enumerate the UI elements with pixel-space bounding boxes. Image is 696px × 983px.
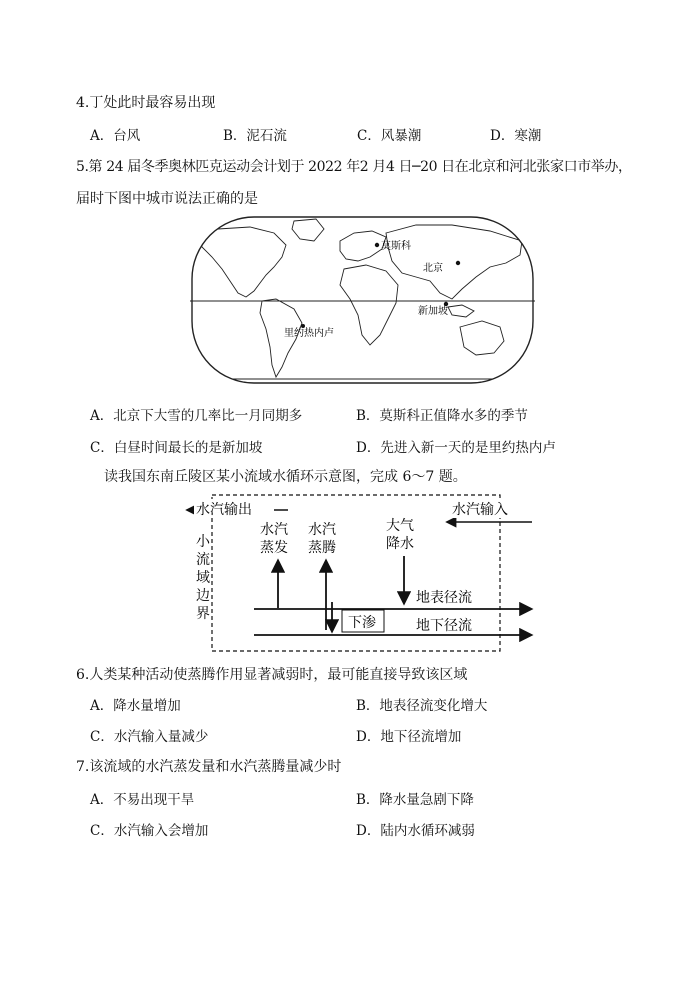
q6-option-c: C．水汽输入量减少 [90, 729, 209, 745]
greenland-shape [292, 219, 324, 241]
boundary-char-1: 小 [196, 534, 210, 550]
q7-option-c: C．水汽输入会增加 [90, 823, 209, 839]
q4-option-d: D．寒潮 [490, 128, 542, 144]
q7-option-b: B．降水量急剧下降 [356, 792, 474, 808]
q6-option-b: B．地表径流变化增大 [356, 698, 488, 714]
question-5-stem-line1: 5.第 24 届冬季奥林匹克运动会计划于 2022 年2 月4 日─20 日在北京和河北张家口市举办， [76, 159, 632, 175]
boundary-char-2: 流 [196, 552, 210, 568]
precipitation-label-1: 大气 [386, 518, 414, 534]
groundwater-runoff-label: 地下径流 [416, 618, 472, 634]
precipitation-label-2: 降水 [386, 536, 414, 552]
vapor-out-label: 水汽输出 [196, 502, 252, 518]
q5-option-c: C．白昼时间最长的是新加坡 [90, 440, 263, 456]
boundary-char-4: 边 [196, 588, 210, 604]
transpiration-label-1: 水汽 [308, 522, 336, 538]
vapor-in-label: 水汽输入 [452, 502, 508, 518]
q5-option-b: B．莫斯科正值降水多的季节 [356, 408, 528, 424]
boundary-char-5: 界 [196, 606, 210, 622]
beijing-label: 北京 [423, 263, 443, 274]
rio-label: 里约热内卢 [284, 328, 334, 339]
evaporation-label-1: 水汽 [260, 522, 288, 538]
question-6-stem: 6.人类某种活动使蒸腾作用显著减弱时，最可能直接导致该区域 [76, 667, 468, 683]
asia-shape [386, 225, 522, 299]
transpiration-label-2: 蒸腾 [308, 540, 336, 556]
question-4-stem: 4.丁处此时最容易出现 [76, 95, 216, 111]
q6-option-d: D．地下径流增加 [356, 729, 462, 745]
moscow-dot [375, 243, 379, 247]
q4-option-b: B．泥石流 [223, 128, 287, 144]
q4-option-a: A．台风 [90, 128, 141, 144]
europe-shape [340, 231, 386, 261]
water-cycle-diagram [180, 490, 535, 655]
beijing-dot [456, 261, 460, 265]
q7-option-d: D．陆内水循环减弱 [356, 823, 475, 839]
world-map [190, 215, 535, 385]
north-america-shape [198, 227, 286, 297]
surface-runoff-label: 地表径流 [416, 590, 472, 606]
moscow-label: 莫斯科 [381, 241, 411, 252]
q5-option-a: A．北京下大雪的几率比一月同期多 [90, 408, 303, 424]
evaporation-label-2: 蒸发 [260, 540, 288, 556]
southeast-asia-islands [448, 305, 474, 317]
boundary-char-3: 域 [196, 570, 210, 586]
q4-option-c: C．风暴潮 [357, 128, 422, 144]
africa-shape [340, 265, 398, 345]
australia-shape [460, 321, 504, 355]
q7-option-a: A．不易出现干旱 [90, 792, 195, 808]
infiltration-label: 下渗 [348, 615, 376, 631]
q5-option-d: D．先进入新一天的是里约热内卢 [356, 440, 556, 456]
q6-7-intro: 读我国东南丘陵区某小流域水循环示意图，完成 6～7 题。 [104, 469, 467, 485]
singapore-label: 新加坡 [418, 306, 448, 317]
question-7-stem: 7.该流域的水汽蒸发量和水汽蒸腾量减少时 [76, 759, 342, 775]
question-5-stem-line2: 届时下图中城市说法正确的是 [76, 191, 258, 207]
q6-option-a: A．降水量增加 [90, 698, 181, 714]
